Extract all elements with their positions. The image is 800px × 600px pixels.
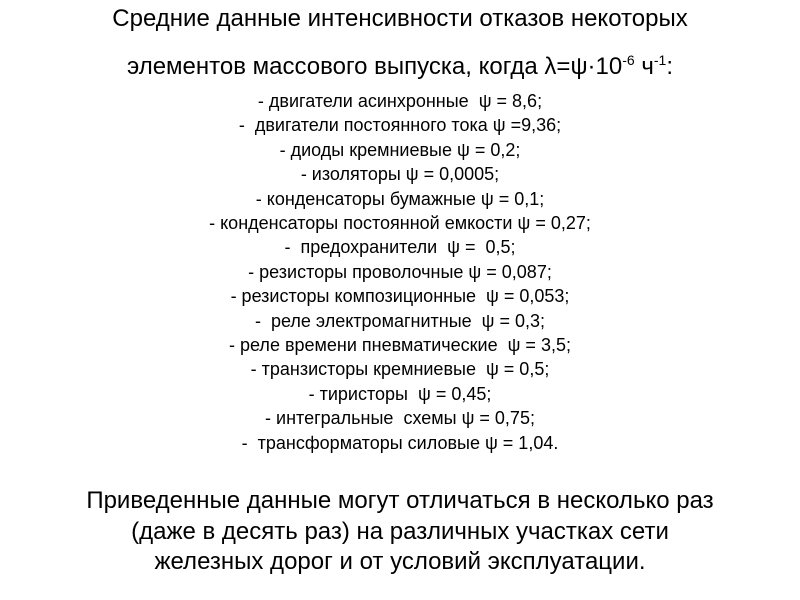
list-item: - тиристоры ψ = 0,45; — [308, 383, 492, 404]
list-item: - интегральные схемы ψ = 0,75; — [265, 408, 535, 429]
list-item: - реле времени пневматические ψ = 3,5; — [229, 335, 571, 356]
title-exponent-1: -6 — [622, 52, 635, 68]
note-line-3: железных дорог и от условий эксплуатации. — [154, 548, 646, 575]
list-item: - предохранители ψ = 0,5; — [284, 237, 516, 258]
list-item: - диоды кремниевые ψ = 0,2; — [279, 139, 521, 160]
title-line-2 — [0, 52, 800, 82]
list-item: - транзисторы кремниевые ψ = 0,5; — [250, 359, 550, 380]
title-exponent-2: -1 — [653, 52, 667, 68]
list-item: - конденсаторы постоянной емкости ψ = 0,27; — [209, 213, 591, 234]
list-item: - резисторы проволочные ψ = 0,087; — [248, 261, 552, 282]
list-item: - изоляторы ψ = 0,0005; — [300, 164, 500, 185]
list-item: - трансформаторы силовые ψ = 1,04. — [241, 432, 559, 453]
title-unit: ч — [634, 53, 654, 80]
list-item: - конденсаторы бумажные ψ = 0,1; — [255, 188, 545, 209]
title-line-1: Средние данные интенсивности отказов некоторых — [112, 5, 688, 32]
list-item: - реле электромагнитные ψ = 0,3; — [254, 310, 546, 331]
list-item: - двигатели постоянного тока ψ =9,36; — [238, 115, 562, 136]
title-line-2-text: элементов массового выпуска, когда λ=ψ·10 — [126, 53, 623, 80]
title-colon: : — [666, 53, 673, 80]
list-item: - двигатели асинхронные ψ = 8,6; — [257, 91, 543, 111]
note-line-2: (даже в десять раз) на различных участках сети — [131, 517, 669, 545]
failure-rate-list — [0, 89, 800, 455]
list-item: - резисторы композиционные ψ = 0,053; — [230, 286, 570, 307]
note-paragraph — [0, 486, 800, 578]
note-line-1: Приведенные данные могут отличаться в несколько раз — [86, 487, 714, 514]
